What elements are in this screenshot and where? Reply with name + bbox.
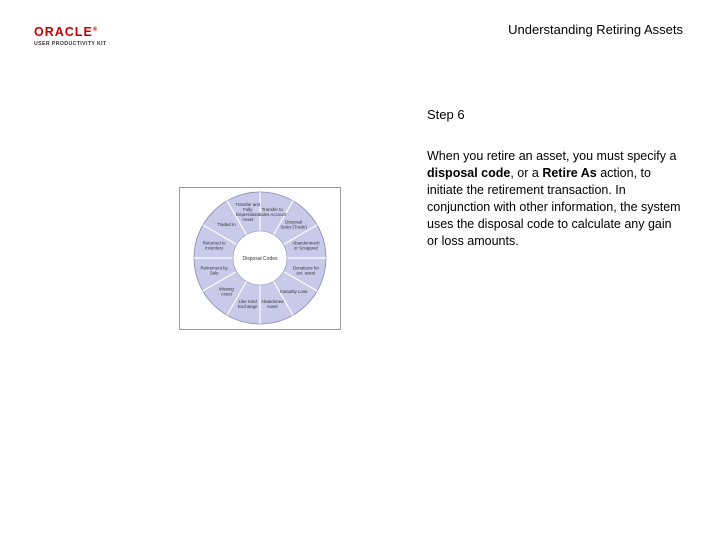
segment-label-line: Depreciated xyxy=(235,212,260,218)
segment-label-line: Transfer and xyxy=(235,202,261,208)
segment-label-line: ext. asset xyxy=(296,270,316,276)
logo-subtitle: USER PRODUCTIVITY KIT xyxy=(34,41,107,48)
document-title: Understanding Retiring Assets xyxy=(508,22,683,37)
segment-label-line: Disposal xyxy=(285,219,303,225)
segment-label-line: Sales Account xyxy=(258,212,287,218)
segment-label-line: Asset xyxy=(220,291,232,297)
segment-label-line: Fully xyxy=(243,207,253,213)
segment-label-line: Exchange xyxy=(237,303,258,309)
segment-label-line: Donations for xyxy=(292,265,319,271)
diagram-center-label: Disposal Codes xyxy=(242,256,278,262)
segment-label-line: Casualty Loss xyxy=(279,289,308,295)
term-disposal-code: disposal code xyxy=(427,166,511,180)
text-part: When you retire an asset, you must specify a xyxy=(427,149,677,163)
segment-label-line: Retirement by xyxy=(200,265,228,271)
segment-label-line: Abandoned xyxy=(261,298,284,304)
step-description xyxy=(427,148,685,250)
text-part: , or a xyxy=(510,166,543,180)
segment-label-line: or Scrapped xyxy=(293,245,318,251)
segment-label-line: Missing xyxy=(218,286,234,292)
segment-label xyxy=(238,299,258,309)
registered-mark-icon: ® xyxy=(92,27,99,33)
logo-brand: ORACLE xyxy=(34,25,93,40)
segment-label-line: Sale xyxy=(209,270,219,276)
segment-label xyxy=(280,289,308,294)
segment-label-line: Inventory xyxy=(205,245,224,251)
segment-label-line: Transfer to xyxy=(261,207,283,213)
segment-label-line: Traded In xyxy=(217,221,236,227)
oracle-upk-logo xyxy=(34,23,124,49)
term-retire-as: Retire As xyxy=(542,166,597,180)
segment-label-line: Asset xyxy=(266,303,278,309)
segment-label xyxy=(217,222,236,227)
segment-label-line: Sales (Trade) xyxy=(280,224,307,230)
segment-label-line: Asset xyxy=(242,217,254,223)
segment-label xyxy=(292,241,320,251)
segment-label-line: Abandonment xyxy=(292,240,320,246)
disposal-codes-diagram xyxy=(179,187,341,330)
segment-label xyxy=(258,207,287,217)
segment-label xyxy=(203,241,227,251)
disposal-codes-ring xyxy=(180,188,340,329)
step-label: Step 6 xyxy=(427,107,465,122)
segment-label-line: Like Kind xyxy=(238,298,257,304)
segment-label-line: Returned to xyxy=(202,240,226,246)
text-part: action, to initiate the retirement transaction. In conjunction with other information, the system uses the disposal code to calculate any gain or loss amounts. xyxy=(427,166,681,248)
